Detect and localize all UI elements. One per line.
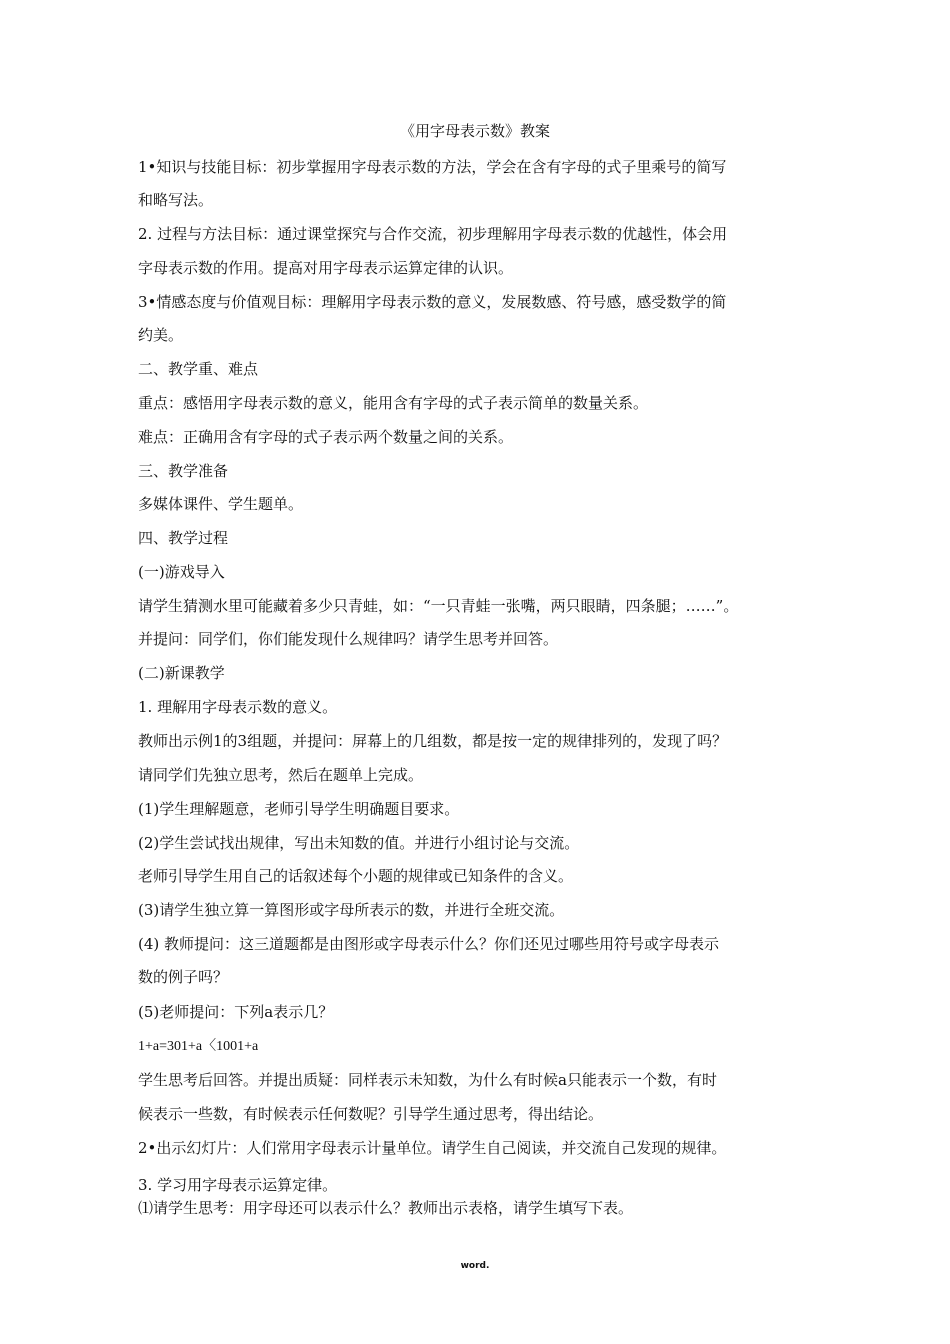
text-line: 约美。	[138, 326, 184, 344]
section-heading: 二、教学重、难点	[138, 360, 259, 378]
text-line: 重点：感悟用字母表示数的意义，能用含有字母的式子表示简单的数量关系。	[138, 394, 649, 412]
document-title: 《用字母表示数》教案	[399, 122, 550, 140]
subsection-heading: (一)游戏导入	[138, 563, 225, 581]
text-line: 教师出示例1的3组题，并提问：屏幕上的几组数，都是按一定的规律排列的，发现了吗？	[138, 732, 728, 750]
section-heading: 四、教学过程	[138, 529, 229, 547]
text-line: 请学生猜测水里可能藏着多少只青蛙，如：“一只青蛙一张嘴，两只眼睛，四条腿；……”。	[138, 597, 739, 615]
text-line: 和略写法。	[138, 191, 214, 209]
text-line: 候表示一些数，有时候表示任何数呢？引导学生通过思考，得出结论。	[138, 1105, 604, 1123]
text-line: ⑴请学生思考：用字母还可以表示什么？教师出示表格，请学生填写下表。	[138, 1199, 634, 1217]
text-line: 并提问：同学们，你们能发现什么规律吗？请学生思考并回答。	[138, 630, 559, 648]
text-line: 学生思考后回答。并提出质疑：同样表示未知数，为什么有时候a只能表示一个数，有时	[138, 1071, 717, 1089]
text-line: (2)学生尝试找出规律，写出未知数的值。并进行小组讨论与交流。	[138, 834, 580, 852]
text-line: 字母表示数的作用。提高对用字母表示运算定律的认识。	[138, 259, 514, 277]
text-line: 3. 学习用字母表示运算定律。	[138, 1176, 338, 1194]
text-line: 老师引导学生用自己的话叙述每个小题的规律或已知条件的含义。	[138, 867, 574, 885]
text-line: 2•出示幻灯片：人们常用字母表示计量单位。请学生自己阅读，并交流自己发现的规律。	[138, 1139, 727, 1157]
text-line: (3)请学生独立算一算图形或字母所表示的数，并进行全班交流。	[138, 901, 565, 919]
section-heading: 三、教学准备	[138, 462, 229, 480]
subsection-heading: (二)新课教学	[138, 664, 225, 682]
text-line: 3•情感态度与价值观目标：理解用字母表示数的意义，发展数感、符号感，感受数学的简	[138, 293, 727, 311]
page-footer: word.	[460, 1261, 490, 1271]
text-line: (1)学生理解题意，老师引导学生明确题目要求。	[138, 800, 460, 818]
text-line: 多媒体课件、学生题单。	[138, 495, 304, 513]
text-line: (5)老师提问：下列a表示几？	[138, 1003, 334, 1021]
text-line: 请同学们先独立思考，然后在题单上完成。	[138, 766, 424, 784]
text-line: 1. 理解用字母表示数的意义。	[138, 698, 338, 716]
text-line: 1•知识与技能目标：初步掌握用字母表示数的方法，学会在含有字母的式子里乘号的简写	[138, 158, 727, 176]
text-line: 2. 过程与方法目标：通过课堂探究与合作交流，初步理解用字母表示数的优越性，体会用	[138, 225, 728, 243]
text-line: (4) 教师提问：这三道题都是由图形或字母表示什么？你们还见过哪些用符号或字母表示	[138, 935, 720, 953]
math-expression: 1+a=301+a〈1001+a	[138, 1039, 259, 1054]
text-line: 数的例子吗？	[138, 968, 229, 986]
text-line: 难点：正确用含有字母的式子表示两个数量之间的关系。	[138, 428, 514, 446]
